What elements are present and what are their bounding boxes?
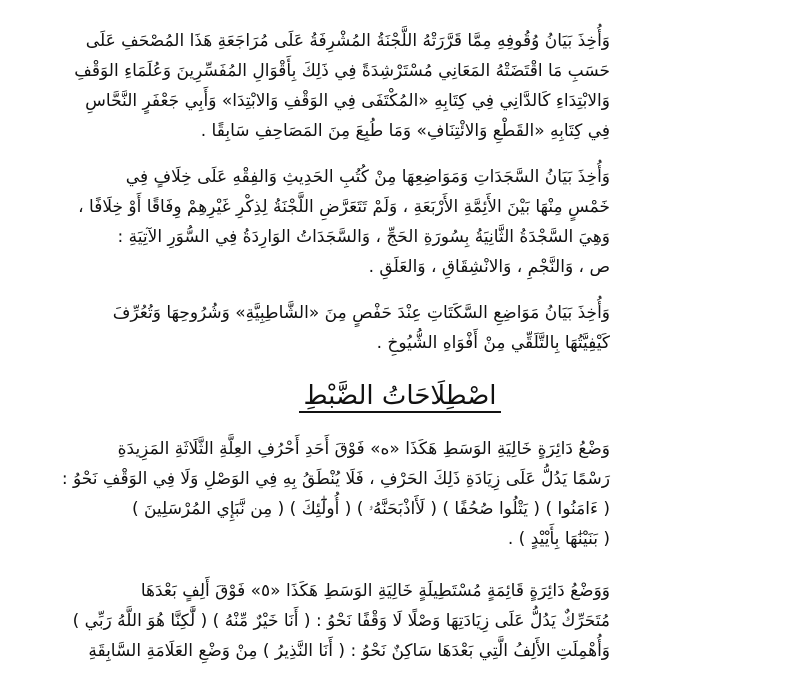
text-line: وَأُهْمِلَتِ الأَلِفُ الَّتِي بَعْدَهَا سَاكِنٌ نَحْوُ : ( أَنَا النَّذِيرُ ) مِنْ وَضْعِ العَلَامَةِ السَّابِقَةِ [88,641,610,661]
section-heading [190,376,610,416]
text-line: حَسَبِ مَا اقْتَضَتْهُ المَعَانِي مُسْتَرْشِدَةً فِي ذَلِكَ بِأَقْوَالِ المُفَسِّرِينَ وَعُلَمَاءِ الوَقْفِ [74,61,610,81]
text-line: خَمْسٍ مِنْهَا بَيْنَ الأَئِمَّةِ الأَرْبَعَةِ ، وَلَمْ تَتَعَرَّضِ اللَّجْنَةُ لِذِكْرِ غَيْرِهِمْ وِفَاقًا أَوْ خِلَافًا ، [78,197,610,217]
text-line: وَأُخِذَ بَيَانُ وُقُوفِهِ مِمَّا قَرَّرَتْهُ اللَّجْنَةُ المُشْرِفَةُ عَلَى مُرَاجَعَةِ هَذَا المُصْحَفِ عَلَى [85,31,610,51]
text-line: كَيْفِيَّتُهَا بِالتَّلَقِّي مِنْ أَفْوَاهِ الشُّيُوخِ . [376,333,610,353]
text-line: وَوَضْعُ دَائِرَةٍ قَائِمَةٍ مُسْتَطِيلَةٍ خَالِيَةِ الوَسَطِ هَكَذَا «٥» فَوْقَ أَلِفٍ بَعْدَهَا [140,581,610,601]
text-line: مُتَحَرِّكٌ يَدُلُّ عَلَى زِيَادَتِهَا وَصْلًا لَا وَقْفًا نَحْوُ : ( أَنَا خَيْرٌ مِّنْهُ ) ( لَّٰكِنَّا هُوَ اللَّهُ رَبِّي ) [72,611,610,631]
text-line: ص ، وَالنَّجْمِ ، وَالانْشِقَاقِ ، وَالعَلَقِ . [368,257,610,277]
text-line: وَهِيَ السَّجْدَةُ الثَّانِيَةُ بِسُورَةِ الحَجِّ ، وَالسَّجَدَاتُ الوَارِدَةُ فِي السُّوَرِ الآتِيَةِ : [117,227,610,247]
text-line: فِي كِتَابِهِ «القَطْعِ وَالائْتِنَافِ» وَمَا طُبِعَ مِنَ المَصَاحِفِ سَابِقًا . [200,121,610,141]
text-line: وَالابْتِدَاءِ كَالدَّانِي فِي كِتَابِهِ «المُكْتَفَى فِي الوَقْفِ وَالابْتِدَا» وَأَبِي جَعْفَرٍ النَّحَّاسِ [85,91,610,111]
text-line: ( بَنَيْنَٰهَا بِأَيْيْدٍ ) . [507,529,610,549]
text-line: رَسْمًا يَدُلُّ عَلَى زِيَادَةِ ذَلِكَ الحَرْفِ ، فَلَا يُنْطَقُ بِهِ فِي الوَصْلِ وَلَا فِي الوَقْفِ نَحْوُ : [61,469,610,489]
text-line: وَأُخِذَ بَيَانُ مَوَاضِعِ السَّكَتَاتِ عِنْدَ حَفْصٍ مِنَ «الشَّاطِبِيَّةِ» وَشُرُوحِهَا وَتُعُرِّفَ [112,303,610,323]
text-line: ( ءَامَنُوا ) ( يَتْلُوا صُحُفًا ) ( لَأَاذْبَحَنَّهُۥ ) ( أُولَٰٓئِكَ ) ( مِن نَّبَإِي المُرْسَلِينَ ) [131,499,610,519]
section-heading-text: اصْطِلَاحَاتُ الضَّبْطِ [299,381,500,413]
document-page [61,14,610,674]
text-line: وَضْعُ دَائِرَةٍ خَالِيَةِ الوَسَطِ هَكَذَا «ه» فَوْقَ أَحَدِ أَحْرُفِ العِلَّةِ الثَّلَاثَةِ المَزِيدَةِ [117,439,610,459]
text-line: وَأُخِذَ بَيَانُ السَّجَدَاتِ وَمَوَاضِعِهَا مِنْ كُتُبِ الحَدِيثِ وَالفِقْهِ عَلَى خِلَافٍ فِي [125,167,610,187]
